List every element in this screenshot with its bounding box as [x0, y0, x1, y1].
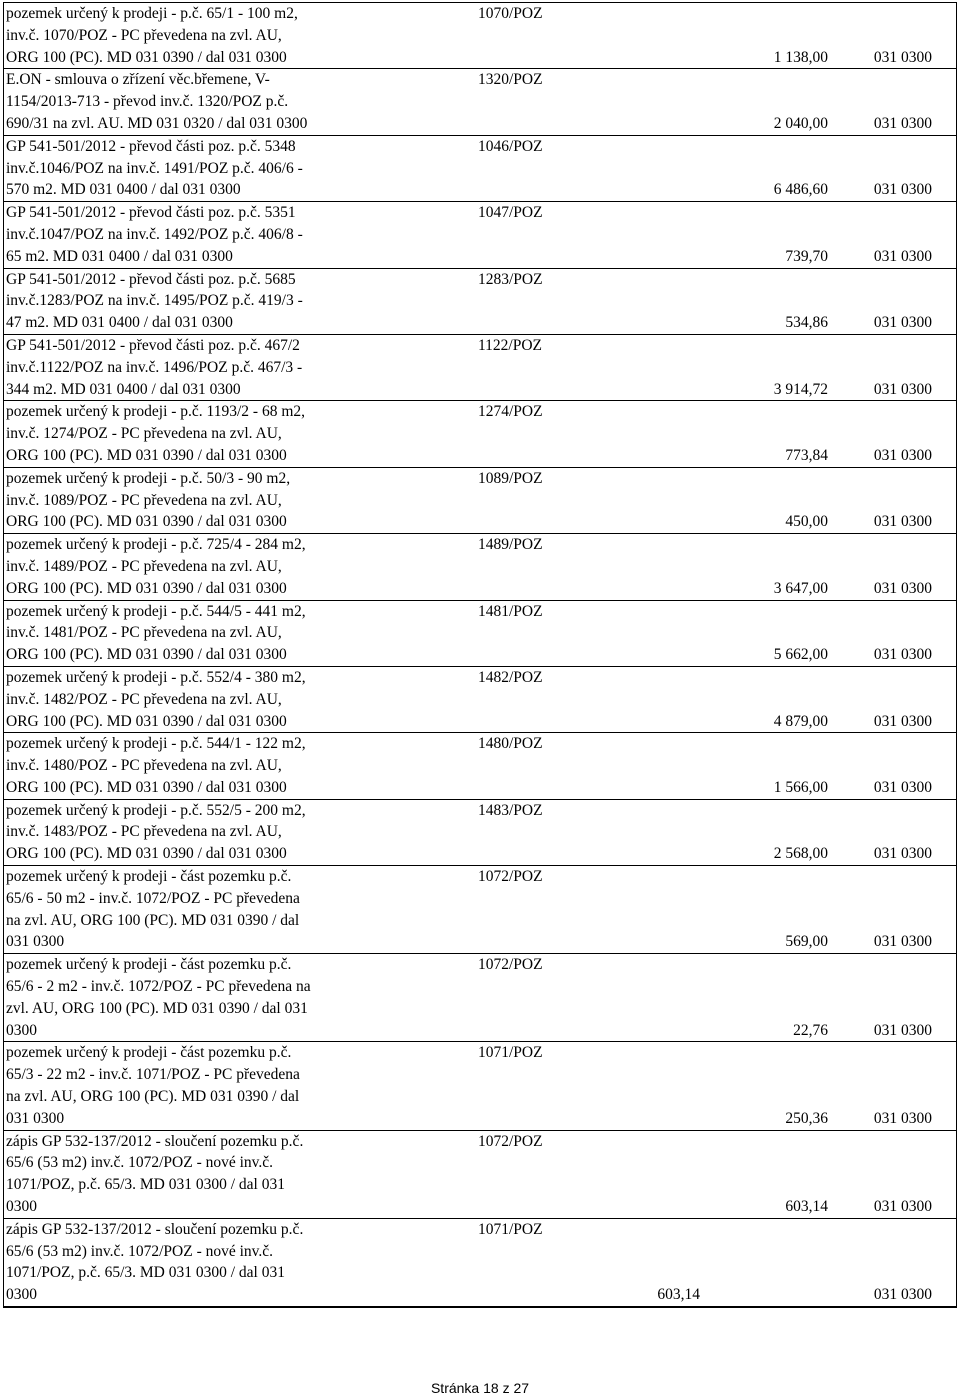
- row-inventory-number: 1071/POZ: [478, 1220, 543, 1238]
- row-amount: 534,86: [785, 314, 828, 332]
- row-account: 031 0300: [873, 1021, 932, 1039]
- row-description: pozemek určený k prodeji - p.č. 552/4 - 380 m2, inv.č. 1482/POZ - PC převedena na zvl. AU, ORG 100 (PC). MD 031 0390 / dal 031 0300: [6, 668, 306, 730]
- row-account: 031 0300: [873, 845, 932, 863]
- row-inventory-number: 1274/POZ: [478, 403, 543, 421]
- row-inventory-number: 1070/POZ: [478, 5, 543, 22]
- row-amount: 2 040,00: [773, 114, 828, 132]
- row-inventory-number: 1481/POZ: [478, 602, 543, 620]
- row-description: pozemek určený k prodeji - p.č. 50/3 - 90 m2, inv.č. 1089/POZ - PC převedena na zvl. AU, ORG 100 (PC). MD 031 0390 / dal 031 0300: [6, 469, 291, 531]
- row-description: pozemek určený k prodeji - část pozemku p.č. 65/6 - 50 m2 - inv.č. 1072/POZ - PC převedena na zvl. AU, ORG 100 (PC). MD 031 0390 / dal 031 0300: [6, 868, 300, 951]
- row-description: GP 541-501/2012 - převod části poz. p.č. 5348 inv.č.1046/POZ na inv.č. 1491/POZ p.č. 406/6 - 570 m2. MD 031 0400 / dal 031 0300: [6, 137, 303, 199]
- row-inventory-number: 1283/POZ: [478, 270, 543, 288]
- table-row: [4, 467, 956, 533]
- table-row: [4, 600, 956, 666]
- page-footer: Stránka 18 z 27: [430, 1380, 530, 1396]
- row-inventory-number: 1482/POZ: [478, 668, 543, 686]
- row-inventory-number: 1483/POZ: [478, 801, 543, 819]
- row-account: 031 0300: [873, 314, 932, 332]
- row-account: 031 0300: [873, 513, 932, 531]
- row-account: 031 0300: [873, 48, 932, 66]
- row-inventory-number: 1071/POZ: [478, 1044, 543, 1062]
- table-row: [4, 400, 956, 466]
- row-account: 031 0300: [873, 933, 932, 951]
- table-row: [4, 1041, 956, 1129]
- row-account: 031 0300: [873, 1109, 932, 1127]
- row-description: E.ON - smlouva o zřízení věc.břemene, V- 1154/2013-713 - převod inv.č. 1320/POZ p.č. 690/31 na zvl. AU. MD 031 0320 / dal 031 0300: [6, 71, 308, 132]
- table-row: [4, 666, 956, 732]
- row-amount: 1 566,00: [773, 778, 828, 796]
- row-amount: 6 486,60: [773, 181, 828, 199]
- row-amount: 603,14: [657, 1286, 700, 1304]
- row-amount: 1 138,00: [773, 48, 828, 66]
- table-row: [4, 865, 956, 953]
- table-row: [4, 334, 956, 400]
- table-row: [4, 3, 956, 68]
- table-row: [4, 953, 956, 1041]
- row-amount: 2 568,00: [773, 845, 828, 863]
- table-row: [4, 135, 956, 201]
- row-account: 031 0300: [873, 181, 932, 199]
- row-account: 031 0300: [873, 712, 932, 730]
- row-description: pozemek určený k prodeji - p.č. 544/1 - 122 m2, inv.č. 1480/POZ - PC převedena na zvl. AU, ORG 100 (PC). MD 031 0390 / dal 031 0300: [6, 735, 306, 796]
- row-inventory-number: 1480/POZ: [478, 735, 543, 753]
- row-account: 031 0300: [873, 579, 932, 597]
- row-amount: 3 914,72: [773, 380, 828, 398]
- row-description: GP 541-501/2012 - převod části poz. p.č. 467/2 inv.č.1122/POZ na inv.č. 1496/POZ p.č. 467/3 - 344 m2. MD 031 0400 / dal 031 0300: [6, 336, 303, 398]
- table-row: [4, 533, 956, 599]
- row-description: GP 541-501/2012 - převod části poz. p.č. 5351 inv.č.1047/POZ na inv.č. 1492/POZ p.č. 406/8 - 65 m2. MD 031 0400 / dal 031 0300: [6, 204, 303, 265]
- row-amount: 569,00: [785, 933, 828, 951]
- row-amount: 773,84: [785, 446, 828, 464]
- row-amount: 3 647,00: [773, 579, 828, 597]
- row-amount: 450,00: [785, 513, 828, 531]
- row-description: pozemek určený k prodeji - p.č. 544/5 - 441 m2, inv.č. 1481/POZ - PC převedena na zvl. AU, ORG 100 (PC). MD 031 0390 / dal 031 0300: [6, 602, 306, 664]
- row-amount: 4 879,00: [773, 712, 828, 730]
- row-description: zápis GP 532-137/2012 - sloučení pozemku p.č. 65/6 (53 m2) inv.č. 1072/POZ - nové inv.č. 1071/POZ, p.č. 65/3. MD 031 0300 / dal 031 0300: [6, 1132, 304, 1216]
- ledger-table: [3, 2, 957, 1308]
- row-account: 031 0300: [873, 114, 932, 132]
- row-description: pozemek určený k prodeji - p.č. 65/1 - 100 m2, inv.č. 1070/POZ - PC převedena na zvl. AU, ORG 100 (PC). MD 031 0390 / dal 031 0300: [6, 5, 298, 66]
- row-description: pozemek určený k prodeji - p.č. 725/4 - 284 m2, inv.č. 1489/POZ - PC převedena na zvl. AU, ORG 100 (PC). MD 031 0390 / dal 031 0300: [6, 536, 306, 597]
- table-row: [4, 201, 956, 267]
- row-account: 031 0300: [873, 1198, 932, 1216]
- row-description: pozemek určený k prodeji - část pozemku p.č. 65/3 - 22 m2 - inv.č. 1071/POZ - PC převedena na zvl. AU, ORG 100 (PC). MD 031 0390 / dal 031 0300: [6, 1044, 300, 1127]
- table-row: [4, 799, 956, 865]
- row-description: GP 541-501/2012 - převod části poz. p.č. 5685 inv.č.1283/POZ na inv.č. 1495/POZ p.č. 419/3 - 47 m2. MD 031 0400 / dal 031 0300: [6, 270, 303, 332]
- row-inventory-number: 1072/POZ: [478, 956, 543, 974]
- table-row: [4, 1130, 956, 1218]
- row-inventory-number: 1122/POZ: [478, 336, 543, 354]
- table-row: [4, 732, 956, 798]
- table-row: [4, 268, 956, 334]
- row-amount: 5 662,00: [773, 646, 828, 664]
- row-account: 031 0300: [873, 646, 932, 664]
- row-account: 031 0300: [873, 380, 932, 398]
- row-account: 031 0300: [873, 446, 932, 464]
- row-amount: 250,36: [785, 1109, 828, 1127]
- row-inventory-number: 1072/POZ: [478, 868, 543, 886]
- row-description: zápis GP 532-137/2012 - sloučení pozemku p.č. 65/6 (53 m2) inv.č. 1072/POZ - nové inv.č. 1071/POZ, p.č. 65/3. MD 031 0300 / dal 031 0300: [6, 1220, 304, 1304]
- row-description: pozemek určený k prodeji - p.č. 1193/2 - 68 m2, inv.č. 1274/POZ - PC převedena na zvl. AU, ORG 100 (PC). MD 031 0390 / dal 031 0300: [6, 403, 306, 464]
- row-amount: 603,14: [785, 1198, 828, 1216]
- row-inventory-number: 1320/POZ: [478, 71, 543, 89]
- row-account: 031 0300: [873, 1286, 932, 1304]
- row-inventory-number: 1047/POZ: [478, 204, 543, 222]
- row-account: 031 0300: [873, 778, 932, 796]
- row-inventory-number: 1046/POZ: [478, 137, 543, 155]
- row-description: pozemek určený k prodeji - část pozemku p.č. 65/6 - 2 m2 - inv.č. 1072/POZ - PC převedena na zvl. AU, ORG 100 (PC). MD 031 0390 / dal 031 0300: [6, 956, 311, 1039]
- row-inventory-number: 1072/POZ: [478, 1132, 543, 1150]
- table-row: [4, 1218, 956, 1306]
- row-amount: 739,70: [785, 247, 828, 265]
- row-account: 031 0300: [873, 247, 932, 265]
- row-description: pozemek určený k prodeji - p.č. 552/5 - 200 m2, inv.č. 1483/POZ - PC převedena na zvl. AU, ORG 100 (PC). MD 031 0390 / dal 031 0300: [6, 801, 306, 863]
- row-inventory-number: 1489/POZ: [478, 536, 543, 554]
- row-amount: 22,76: [793, 1021, 828, 1039]
- table-row: [4, 68, 956, 134]
- row-inventory-number: 1089/POZ: [478, 469, 543, 487]
